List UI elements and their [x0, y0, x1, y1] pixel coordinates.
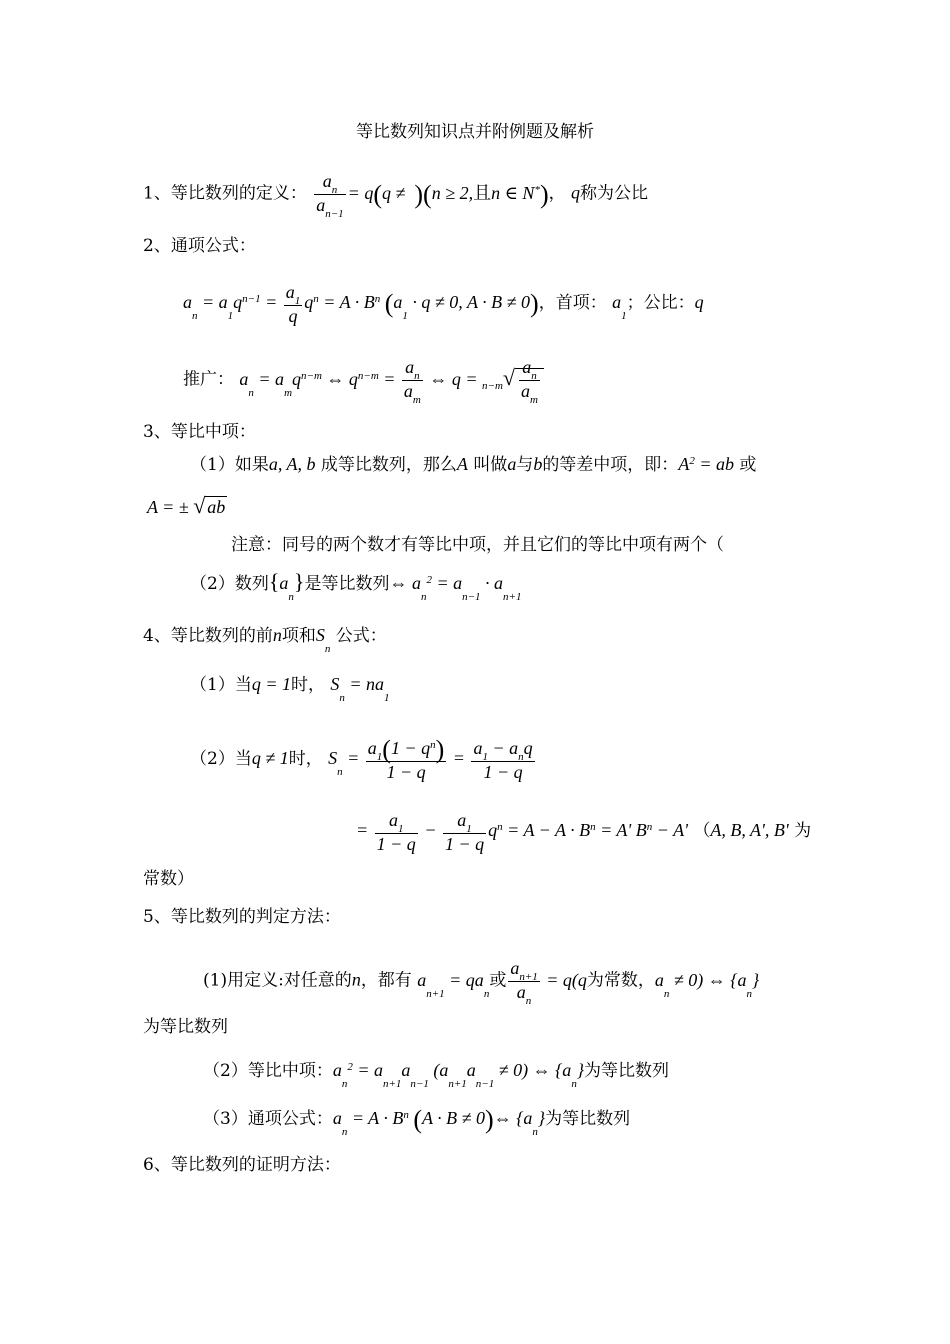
- sum-formula-q-not-1: （2）当q ≠ 1时， $S_n$ = $\frac{a_1(1 - q^n)}{1 - q}$ = $\frac{a_1 - a_nq}{1 - q}$: [190, 734, 533, 782]
- section-6-heading: 6、等比数列的证明方法：: [143, 1155, 341, 1175]
- general-term-formula: $a_n = a_1q^{n-1}$ = $\frac{a_1}{q}$ $q^n = A \cdot B^n$ ($a_1 \cdot q \ne 0$, A · B ≠ 0)，首项： $a_1$；公比：q: [183, 282, 704, 326]
- geometric-mean-sequence: （2）数列$\{a_n\}$是等比数列⇔ $a_n^2 = a_{n-1} \cdot a_{n+1}$: [190, 569, 522, 603]
- section-3-heading: 3、等比中项：: [143, 422, 256, 442]
- geometric-mean-formula: A = ± √ ab: [147, 493, 226, 518]
- criterion-general-term: （3）通项公式：$a_n = A \cdot B^n$ (A · B ≠ 0)⇔ $\{a_n\}$为等比数列: [203, 1104, 631, 1138]
- geometric-mean-note: 注意：同号的两个数才有等比中项，并且它们的等比中项有两个（: [231, 535, 724, 555]
- criterion-definition: (1)用定义:对任意的n，都有 $a_{n+1} = qa_n$或 $\frac{a_{n+1}}{a_n}$ = q(q为常数，$a_n \ne 0$) ⇔ $\{a_n\}$: [203, 958, 760, 1007]
- criterion-geometric-mean: （2）等比中项：$a_n^2 = a_{n+1}a_{n-1}$ $(a_{n+1}a_{n-1} \ne 0)$ ⇔ $\{a_n\}$为等比数列: [203, 1060, 670, 1090]
- sum-formula-expanded: = $\frac{a_1}{1 - q}$ − $\frac{a_1}{1 - q}$ $q^n = A - A \cdot B^n = A'$ $B^n - A'$ （A, B, A', B' 为: [356, 810, 812, 854]
- general-term-extension: 推广： $a_n = a_mq^{n-m}$ ⇔ $q^{n-m}$ = $\frac{a_n}{a_m}$ ⇔ q = $_{n-m}$√ $\frac{a_n}{a_m}$: [183, 357, 544, 404]
- geometric-mean-definition: （1）如果a, A, b 成等比数列，那么A 叫做a与b的等差中项，即：$A^2$ = ab 或: [190, 454, 757, 475]
- section-5-heading: 5、等比数列的判定方法：: [143, 907, 341, 927]
- section-4-heading: 4、等比数列的前n项和$S_n$ 公式：: [143, 625, 387, 655]
- criterion-definition-end: 为等比数列: [143, 1017, 228, 1037]
- sum-formula-q-equals-1: （1）当q = 1时， $S_n = na_1$: [190, 674, 390, 704]
- section-2-heading: 2、通项公式：: [143, 236, 256, 256]
- page-title: 等比数列知识点并附例题及解析: [356, 122, 594, 142]
- section-1-definition: 1、等比数列的定义： $\frac{a_n}{a_{n-1}}$ = q(q ≠ )(n ≥ 2,且n ∈ N*)， q称为公比: [143, 171, 649, 220]
- sum-formula-note: 常数）: [143, 869, 194, 889]
